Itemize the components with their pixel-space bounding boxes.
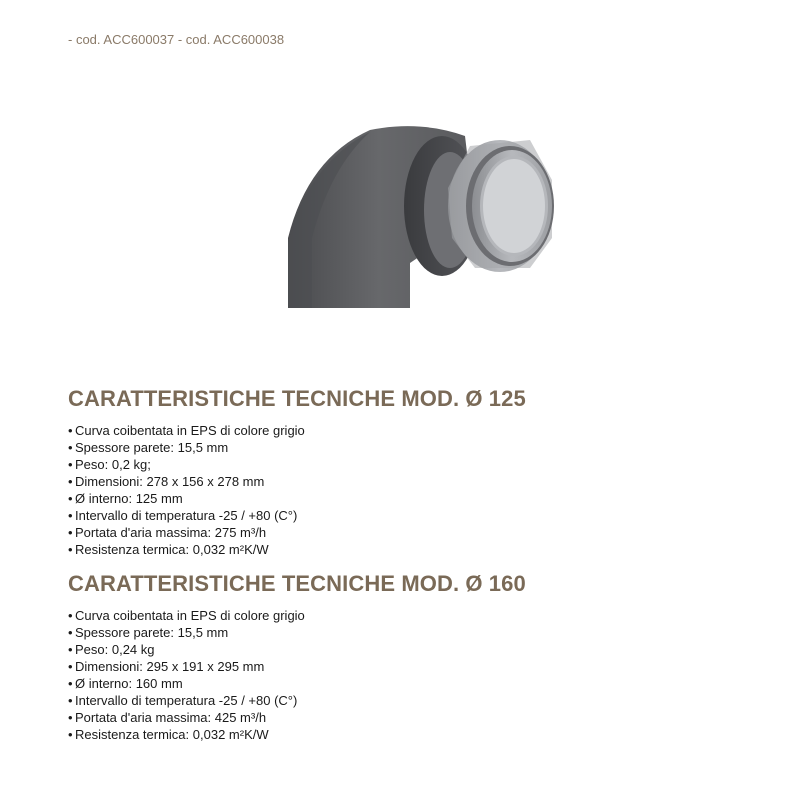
- section-title: CARATTERISTICHE TECNICHE MOD. Ø 125: [68, 386, 526, 411]
- list-item: • Spessore parete: 15,5 mm: [68, 625, 229, 640]
- list-item: • Portata d'aria massima: 275 m³/h: [68, 525, 267, 540]
- list-item: • Dimensioni: 295 x 191 x 295 mm: [68, 659, 265, 674]
- list-item: • Dimensioni: 278 x 156 x 278 mm: [68, 474, 265, 489]
- list-item: • Ø interno: 125 mm: [68, 491, 183, 506]
- list-item: • Intervallo di temperatura -25 / +80 (C°): [68, 693, 298, 708]
- spec-list: [68, 422, 526, 558]
- list-item: • Curva coibentata in EPS di colore grigio: [68, 423, 305, 438]
- section-title: CARATTERISTICHE TECNICHE MOD. Ø 160: [68, 571, 526, 596]
- list-item: • Peso: 0,24 kg: [68, 642, 155, 657]
- list-item: • Peso: 0,2 kg;: [68, 457, 151, 472]
- specs-section-160: [68, 571, 526, 743]
- specs-section-125: [68, 386, 526, 558]
- list-item: • Curva coibentata in EPS di colore grigio: [68, 608, 305, 623]
- list-item: • Resistenza termica: 0,032 m²K/W: [68, 727, 269, 742]
- list-item: • Intervallo di temperatura -25 / +80 (C°): [68, 508, 298, 523]
- list-item: • Spessore parete: 15,5 mm: [68, 440, 229, 455]
- list-item: • Ø interno: 160 mm: [68, 676, 183, 691]
- insulated-elbow-pipe-icon: [270, 118, 570, 318]
- list-item: • Resistenza termica: 0,032 m²K/W: [68, 542, 269, 557]
- product-codes: - cod. ACC600037 - cod. ACC600038: [68, 32, 285, 47]
- elbow-pipe-image: [270, 118, 570, 318]
- list-item: • Portata d'aria massima: 425 m³/h: [68, 710, 267, 725]
- spec-list: [68, 607, 526, 743]
